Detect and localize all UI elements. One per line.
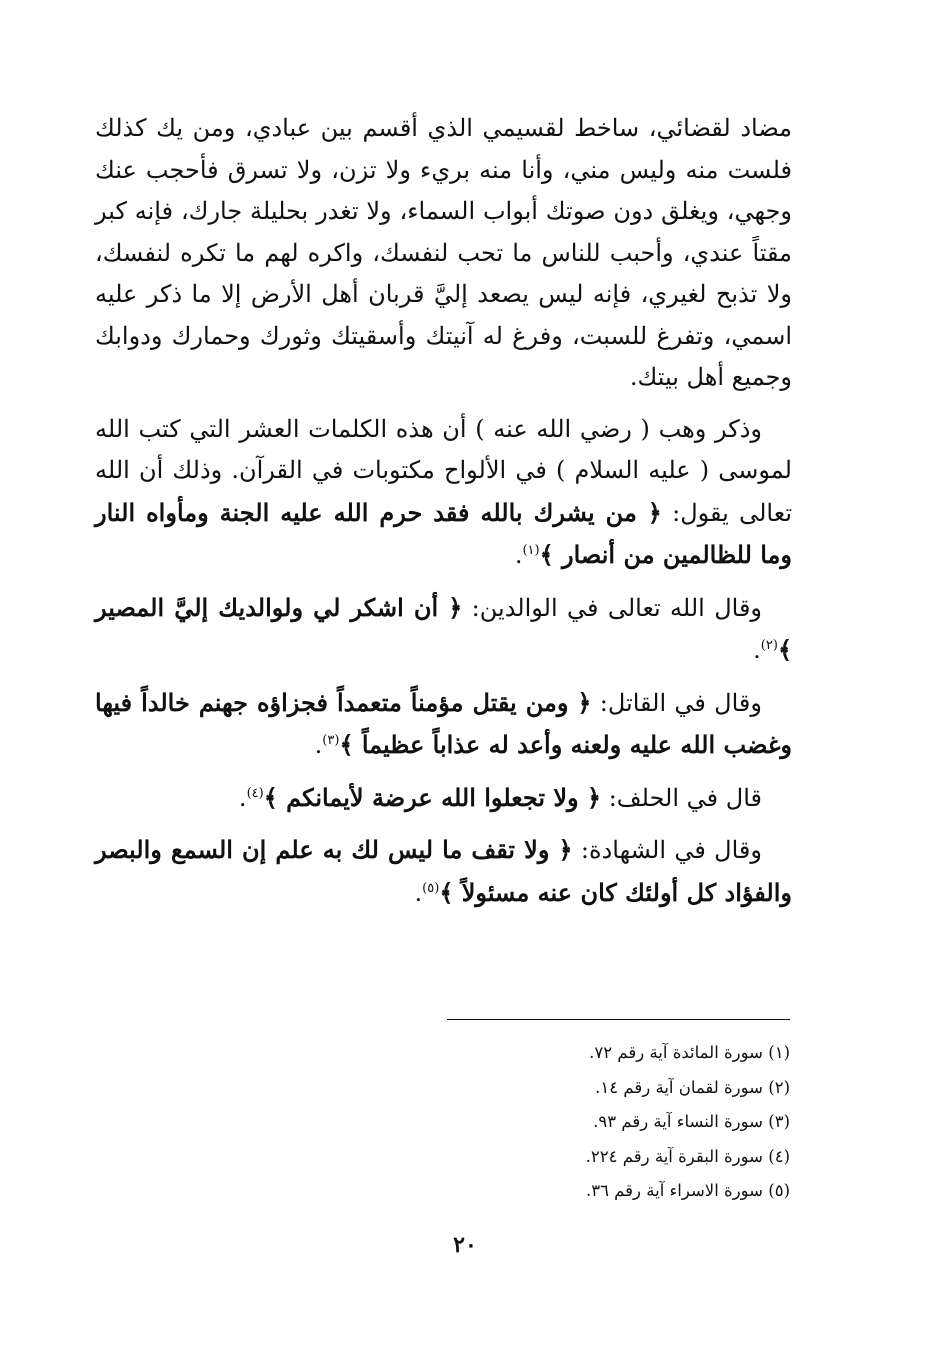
paragraph-text: مضاد لقضائي، ساخط لقسيمي الذي أقسم بين عبادي، ومن يك كذلك فلست منه وليس مني، وأنا منه بريء ولا تزن، ولا تسرق فأحجب عنك وجهي، ويغلق دون صوتك أبواب السماء، ولا تغدر بحليلة جارك، فإنه كبر مقتاً عندي، وأحبب للناس ما تحب لنفسك، واكره لهم ما تكره لنفسك، ولا تذبح لغيري، فإنه ليس يصعد إليَّ قربان أهل الأرض إلا ما ذكر عليه اسمي، وتفرغ للسبت، وفرغ له آنيتك وأسقيتك وثورك وحمارك ودوابك وجميع أهل بيتك. [95,114,793,391]
paragraph-text: قال في الحلف: [601,783,762,812]
paragraph-text: . [753,636,761,664]
quran-verse: ﴿ ولا تجعلوا الله عرضة لأيمانكم ﴾ [263,782,602,812]
footnote-divider [447,1019,790,1020]
page-number: ٢٠ [453,1232,477,1258]
footnote-3: (٣) سورة النساء آية رقم ٩٣. [593,1112,790,1131]
quran-verse: ﴿ من يشرك بالله فقد حرم الله عليه الجنة ومأواه النار وما للظالمين من أنصار ﴾ [95,497,792,569]
paragraph-text: . [238,783,247,812]
footnote-ref: (١) [522,543,540,558]
paragraph-parents [95,587,792,672]
footnote-2: (٢) سورة لقمان آية رقم ١٤. [595,1077,790,1097]
quran-verse: ﴿ ولا تقف ما ليس لك به علم إن السمع والبصر والفؤاد كل أولئك كان عنه مسئولاً ﴾ [95,835,792,907]
paragraph-1 [95,108,792,399]
quran-verse: ﴿ أن اشكر لي ولوالديك إليَّ المصير ﴾ [95,592,792,664]
paragraph-text: . [514,541,523,569]
footnote-4: (٤) سورة البقرة آية رقم ٢٢٤. [585,1146,790,1166]
paragraph-text: . [414,878,423,907]
paragraph-oath [95,777,792,820]
paragraph-text: وذكر وهب ( رضي الله عنه ) أن هذه الكلمات العشر التي كتب الله لموسى ( عليه السلام ) في الألواح مكتوبات في القرآن. وذلك أن الله تعالى يقول: [95,414,792,527]
footnote-ref: (٤) [246,785,264,801]
footnote-ref: (٥) [422,880,440,896]
footnotes [447,1036,790,1209]
footnote-ref: (٣) [322,733,340,748]
footnote-1: (١) سورة المائدة آية رقم ٧٢. [589,1043,790,1062]
paragraph-text: وقال الله تعالى في الوالدين: [462,593,763,622]
paragraph-wahb [95,409,792,577]
main-text [95,108,792,914]
quran-verse: ﴿ ومن يقتل مؤمناً متعمداً فجزاؤه جهنم خالداً فيها وغضب الله عليه ولعنه وأعد له عذاباً عظيماً ﴾ [95,687,792,759]
footnote-5: (٥) سورة الاسراء آية رقم ٣٦. [585,1181,790,1200]
paragraph-text: . [314,731,323,759]
paragraph-text: وقال في القاتل: [591,688,762,717]
paragraph-text: وقال في الشهادة: [572,836,762,864]
paragraph-killer [95,682,792,767]
paragraph-testimony [95,829,792,914]
footnote-ref: (٢) [760,638,778,653]
